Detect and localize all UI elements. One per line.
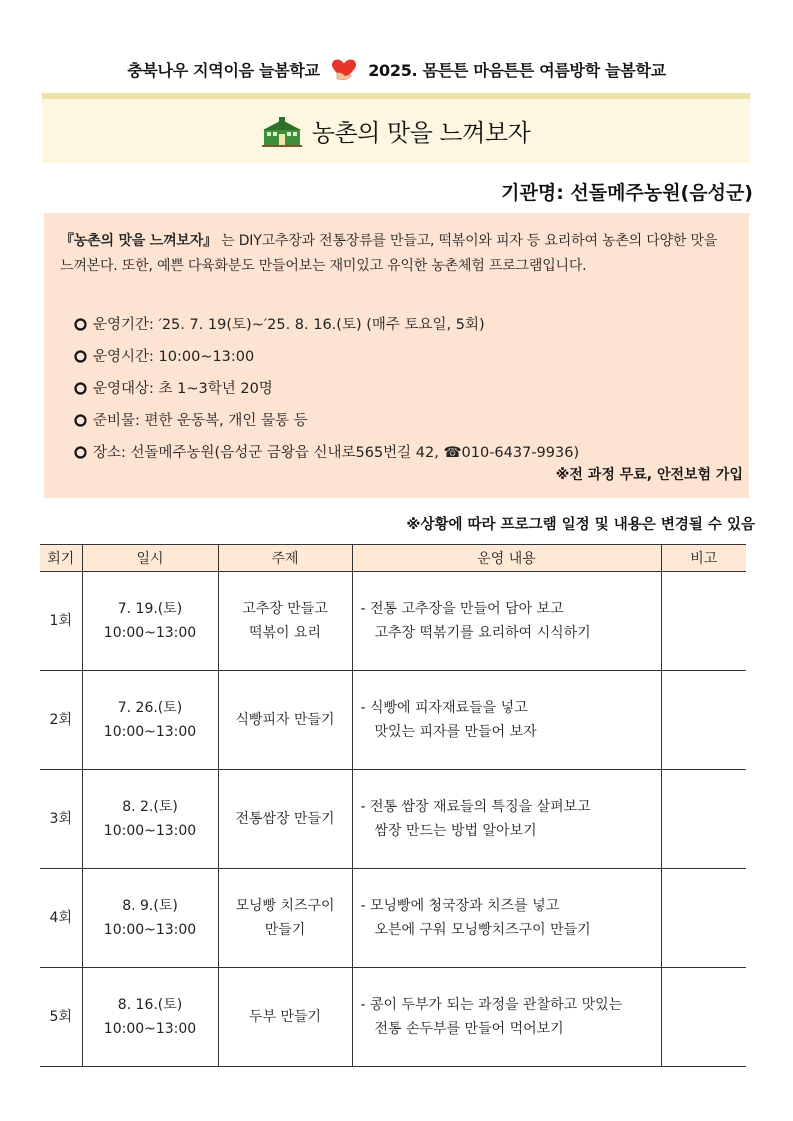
- info-list: [74, 309, 729, 469]
- header-date: 일시: [82, 545, 218, 572]
- heart-hand-icon: [331, 59, 357, 85]
- free-note: ※전 과정 무료, 안전보험 가입: [555, 467, 743, 483]
- header-banner: [0, 58, 793, 85]
- header-content: 운영 내용: [352, 545, 661, 572]
- note-cell: [661, 968, 746, 1067]
- circle-bullet-icon: [74, 311, 87, 343]
- info-period: 운영기간: ′25. 7. 19(토)~′25. 8. 16.(토) (매주 토요일, 5회): [74, 309, 729, 341]
- content-cell: - 전통 쌈장 재료들의 특징을 살펴보고 쌈장 만드는 방법 알아보기: [352, 770, 661, 869]
- info-supplies: 준비물: 편한 운동복, 개인 물통 등: [74, 405, 729, 437]
- info-box: [44, 213, 749, 498]
- header-left-text: 충북나우 지역이음 늘봄학교: [127, 61, 320, 80]
- school-building-icon: [262, 117, 302, 147]
- note-cell: [661, 770, 746, 869]
- content-cell: - 콩이 두부가 되는 과정을 관찰하고 맛있는 전통 손두부를 만들어 먹어보기: [352, 968, 661, 1067]
- table-row: [40, 770, 746, 869]
- circle-bullet-icon: [74, 439, 87, 471]
- info-place: 장소: 선돌메주농원(음성군 금왕읍 신내로565번길 42, ☎010-6437-9936): [74, 437, 729, 469]
- title-text: 농촌의 맛을 느껴보자: [311, 119, 531, 147]
- intro-bold: 『농촌의 맛을 느껴보자』: [60, 233, 217, 249]
- date-cell: 8. 2.(토) 10:00~13:00: [82, 770, 218, 869]
- table-row: [40, 869, 746, 968]
- date-cell: 7. 19.(토) 10:00~13:00: [82, 572, 218, 671]
- session-cell: 5회: [40, 968, 82, 1067]
- content-cell: - 식빵에 피자재료들을 넣고 맛있는 피자를 만들어 보자: [352, 671, 661, 770]
- header-right-text: 2025. 몸튼튼 마음튼튼 여름방학 늘봄학교: [368, 61, 666, 80]
- change-note: ※상황에 따라 프로그램 일정 및 내용은 변경될 수 있음: [406, 517, 755, 533]
- date-cell: 8. 16.(토) 10:00~13:00: [82, 968, 218, 1067]
- page-title: [42, 113, 750, 148]
- session-cell: 1회: [40, 572, 82, 671]
- table-row: [40, 968, 746, 1067]
- session-cell: 4회: [40, 869, 82, 968]
- note-cell: [661, 572, 746, 671]
- info-target: 운영대상: 초 1~3학년 20명: [74, 373, 729, 405]
- table-header-row: [40, 545, 746, 572]
- header-note: 비고: [661, 545, 746, 572]
- table-row: [40, 671, 746, 770]
- table-row: [40, 572, 746, 671]
- circle-bullet-icon: [74, 407, 87, 439]
- intro-rest: 는 DIY고추장과 전통장류를 만들고, 떡볶이와 피자 등 요리하여 농촌의 다양한 맛을 느껴본다. 또한, 예쁜 다육화분도 만들어보는 재미있고 유익한 농촌체험 프로그램입니다.: [60, 233, 718, 274]
- circle-bullet-icon: [74, 375, 87, 407]
- topic-cell: 전통쌈장 만들기: [218, 770, 352, 869]
- date-cell: 8. 9.(토) 10:00~13:00: [82, 869, 218, 968]
- date-cell: 7. 26.(토) 10:00~13:00: [82, 671, 218, 770]
- header-topic: 주제: [218, 545, 352, 572]
- intro-paragraph: [60, 229, 729, 279]
- note-cell: [661, 869, 746, 968]
- topic-cell: 모닝빵 치즈구이 만들기: [218, 869, 352, 968]
- session-cell: 2회: [40, 671, 82, 770]
- topic-cell: 두부 만들기: [218, 968, 352, 1067]
- header-session: 회기: [40, 545, 82, 572]
- content-cell: - 전통 고추장을 만들어 담아 보고 고추장 떡볶기를 요리하여 시식하기: [352, 572, 661, 671]
- organization-name: 기관명: 선돌메주농원(음성군): [501, 182, 753, 204]
- info-time: 운영시간: 10:00~13:00: [74, 341, 729, 373]
- session-cell: 3회: [40, 770, 82, 869]
- title-band: [42, 93, 750, 163]
- note-cell: [661, 671, 746, 770]
- schedule-table: [40, 544, 746, 1067]
- content-cell: - 모닝빵에 청국장과 치즈를 넣고 오븐에 구워 모닝빵치즈구이 만들기: [352, 869, 661, 968]
- circle-bullet-icon: [74, 343, 87, 375]
- topic-cell: 고추장 만들고 떡볶이 요리: [218, 572, 352, 671]
- topic-cell: 식빵피자 만들기: [218, 671, 352, 770]
